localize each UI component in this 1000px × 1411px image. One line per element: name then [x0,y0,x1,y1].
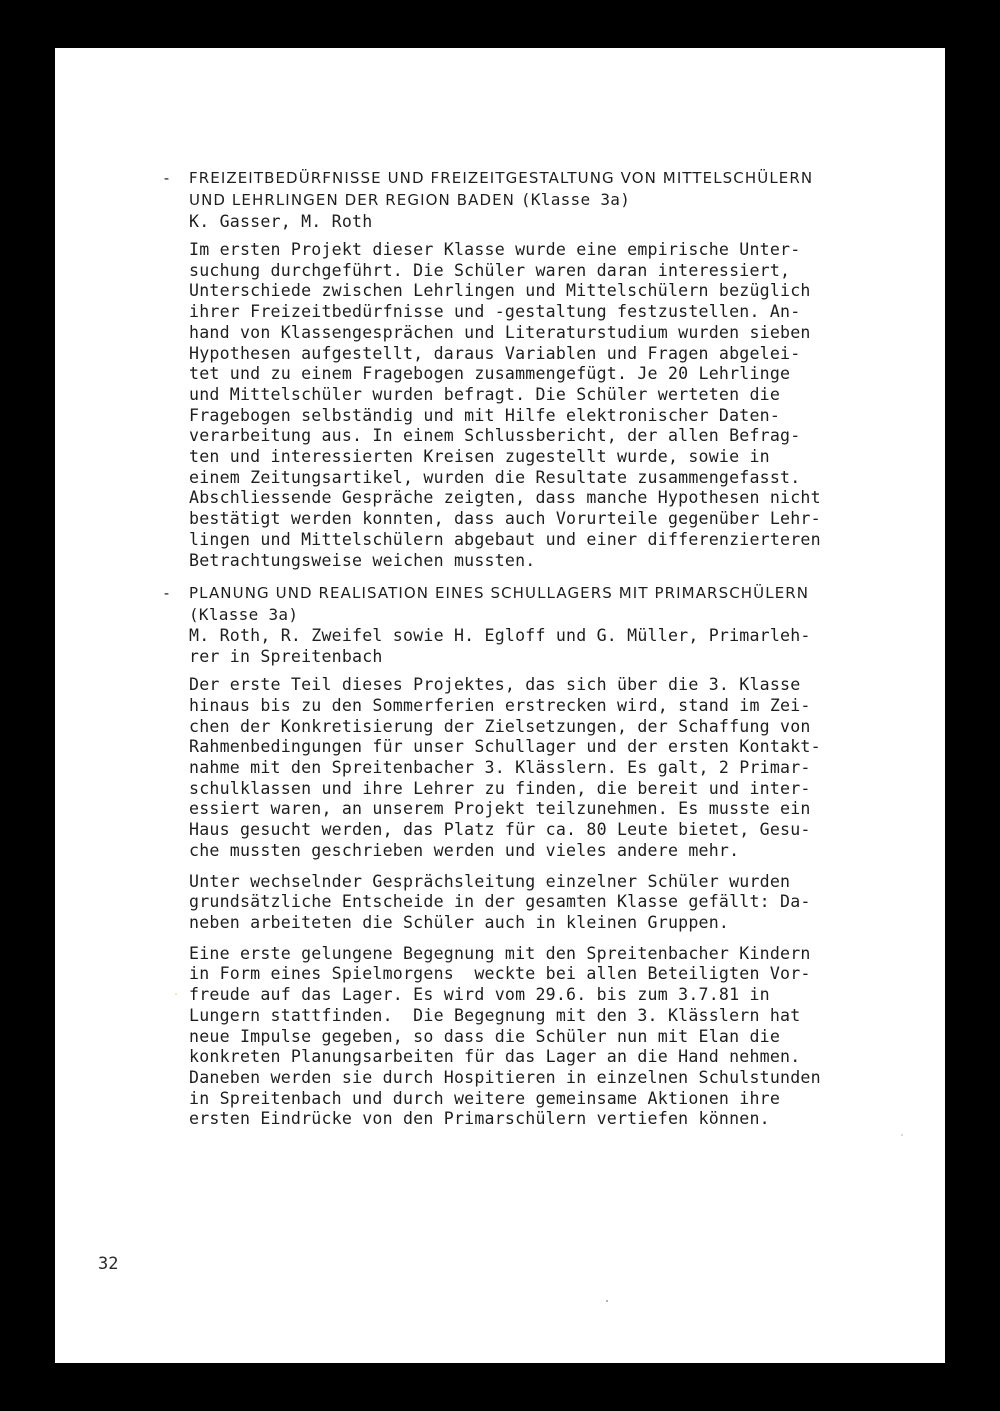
paragraph-line: freude auf das Lager. Es wird vom 29.6. bis zum 3.7.81 in [189,985,770,1005]
paragraph-line: in Form eines Spielmorgens weckte bei allen Beteiligten Vor- [189,964,811,984]
paragraph-line: Daneben werden sie durch Hospitieren in einzelnen Schulstunden [189,1067,821,1087]
paragraph-line: Unterschiede zwischen Lehrlingen und Mittelschülern bezüglich [189,281,811,301]
paragraph-line: Betrachtungsweise weichen mussten. [189,550,536,570]
paragraph-line: einem Zeitungsartikel, wurden die Resultate zusammengefasst. [189,467,801,487]
paragraph-line: ersten Eindrücke von den Primarschülern vertiefen können. [189,1109,770,1129]
paragraph-line: Haus gesucht werden, das Platz für ca. 80 Leute bietet, Gesu- [189,820,811,840]
paragraph [189,240,934,571]
paragraph-line: Der erste Teil dieses Projektes, das sich über die 3. Klasse [189,675,801,695]
paragraph-line: ten und interessierten Kreisen zugestellt wurde, sowie in [189,447,770,467]
paragraph-line: grundsätzliche Entscheide in der gesamten Klasse gefällt: Da- [189,892,811,912]
heading-line: FREIZEITBEDÜRFNISSE UND FREIZEITGESTALTUNG VON MITTELSCHÜLERN [189,169,814,187]
paragraph-line: suchung durchgeführt. Die Schüler waren daran interessiert, [189,260,791,280]
paragraph-line: ihrer Freizeitbedürfnisse und -gestaltung festzustellen. An- [189,302,801,322]
paragraph-line: schulklassen und ihre Lehrer zu finden, die bereit und inter- [189,778,811,798]
paragraph-line: tet und zu einem Fragebogen zusammengefügt. Je 20 Lehrlinge [189,364,791,384]
paragraph-line: bestätigt werden konnten, dass auch Vorurteile gegenüber Lehr- [189,509,821,529]
scan-speck [901,1134,903,1136]
paragraph-line: Unter wechselnder Gesprächsleitung einzelner Schüler wurden [189,871,791,891]
paragraph-line: konkreten Planungsarbeiten für das Lager an die Hand nehmen. [189,1047,801,1067]
text-column [162,168,934,1140]
bullet-dash: - [162,169,173,187]
scanned-page [55,48,945,1363]
paragraph-line: Fragebogen selbständig und mit Hilfe elektronischer Daten- [189,405,781,425]
author-line: rer in Spreitenbach [189,647,383,667]
heading-line [189,189,934,211]
author-line: M. Roth, R. Zweifel sowie H. Egloff und G. Müller, Primarleh- [189,626,811,646]
paragraph-line: Lungern stattfinden. Die Begegnung mit den 3. Klässlern hat [189,1005,801,1025]
section-heading [162,168,934,211]
heading-line-text: UND LEHRLINGEN DER REGION BADEN [189,191,516,209]
paragraph-line: che mussten geschrieben werden und vieles andere mehr. [189,840,740,860]
paragraph-line: Rahmenbedingungen für unser Schullager und der ersten Kontakt- [189,737,821,757]
authors [189,625,934,667]
paragraph-line: Abschliessende Gespräche zeigten, dass manche Hypothesen nicht [189,488,821,508]
paragraph-line: chen der Konkretisierung der Zielsetzungen, der Schaffung von [189,716,811,736]
class-label: (Klasse 3a) [520,190,631,209]
paragraph-line: verarbeitung aus. In einem Schlussbericht, der allen Befrag- [189,426,801,446]
heading-line: PLANUNG UND REALISATION EINES SCHULLAGERS MIT PRIMARSCHÜLERN [189,584,810,603]
paragraph-line: neben arbeiteten die Schüler auch in kleinen Gruppen. [189,912,730,932]
paragraph-line: in Spreitenbach und durch weitere gemeinsame Aktionen ihre [189,1088,781,1108]
scan-speck [175,993,177,995]
authors [189,211,934,232]
paragraph-line: Hypothesen aufgestellt, daraus Variablen und Fragen abgelei- [189,343,801,363]
paragraph [189,944,934,1130]
paragraph-line: lingen und Mittelschülern abgebaut und einer differenzierteren [189,529,821,549]
paragraph-line: neue Impulse gegeben, so dass die Schüler nun mit Elan die [189,1026,781,1046]
paragraph-line: nahme mit den Spreitenbacher 3. Klässlern. Es galt, 2 Primar- [189,758,811,778]
section-schullager [162,583,934,1130]
author-line: K. Gasser, M. Roth [189,212,373,231]
paragraph-line: essiert waren, an unserem Projekt teilzunehmen. Es musste ein [189,799,811,819]
class-label: (Klasse 3a) [189,605,299,625]
paragraph-line: Eine erste gelungene Begegnung mit den Spreitenbacher Kindern [189,943,811,963]
section-freizeit [162,168,934,571]
paragraph-line: und Mittelschüler wurden befragt. Die Schüler werteten die [189,384,781,404]
paragraph [189,675,934,861]
scan-speck [606,1300,608,1302]
paragraph-line: hand von Klassengesprächen und Literaturstudium wurden sieben [189,322,811,342]
section-heading [162,583,934,625]
paragraph-line: hinaus bis zu den Sommerferien erstrecken wird, stand im Zei- [189,695,811,715]
bullet-dash: - [162,584,173,603]
paragraph [189,872,934,934]
page-number: 32 [98,1254,119,1274]
paragraph-line: Im ersten Projekt dieser Klasse wurde eine empirische Unter- [189,240,801,259]
